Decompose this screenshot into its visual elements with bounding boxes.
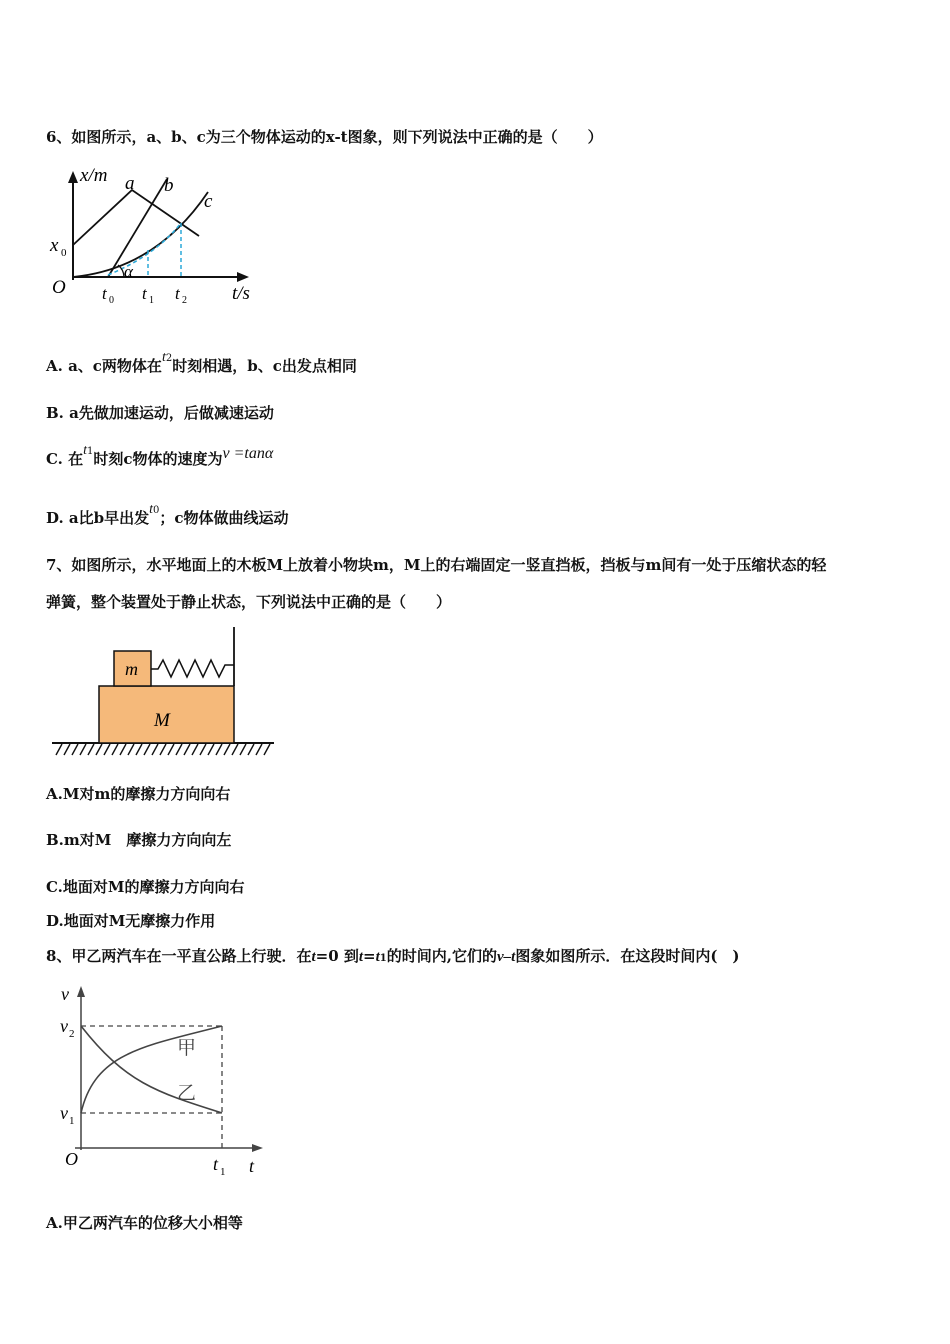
q6-x0-label: x — [50, 235, 59, 256]
q8-curve-jia-label: 甲 — [177, 1038, 197, 1059]
q6-curve-a-label: a — [125, 173, 135, 194]
q6-angle-label: α — [124, 262, 133, 281]
q6-origin-label: O — [52, 277, 66, 298]
q8-option-a[interactable]: A.甲乙两汽车的位移大小相等 — [46, 1214, 243, 1232]
q8-curve-yi-label: 乙 — [177, 1083, 197, 1104]
spring — [151, 660, 234, 677]
q7-option-a[interactable]: A.M对m的摩擦力方向向右 — [46, 785, 231, 803]
q6-curve-c-label: c — [204, 191, 213, 212]
question-6-stem: 6、如图所示，a、b、c为三个物体运动的x-t图象，则下列说法中正确的是（ ） — [46, 128, 603, 146]
q6-t1-label: t — [142, 284, 147, 303]
q6-t2-sub: 2 — [182, 295, 187, 306]
question-7-stem-line1: 7、如图所示，水平地面上的木板M上放着小物块m，M上的右端固定一竖直挡板，挡板与m间有一处于压缩状态的轻 — [46, 556, 827, 574]
q6-x0-sub: 0 — [61, 247, 67, 259]
q8-v2-sub: 2 — [69, 1028, 75, 1040]
q7-option-d[interactable]: D.地面对M无摩擦力作用 — [46, 912, 216, 930]
q7-option-b[interactable]: B.m对M 摩擦力方向向左 — [46, 831, 232, 849]
q8-v1-label: v — [60, 1103, 68, 1123]
q8-v2-label: v — [60, 1016, 68, 1036]
q6-option-a[interactable]: A. a、c两物体在t2时刻相遇，b、c出发点相同 — [46, 350, 357, 375]
q6-option-b[interactable]: B. a先做加速运动，后做减速运动 — [46, 404, 274, 422]
q6-option-d[interactable]: D. a比b早出发t0；c物体做曲线运动 — [46, 502, 289, 527]
block-m-label: m — [125, 659, 138, 679]
q6-t1-sub: 1 — [149, 295, 154, 306]
question-7-stem-line2: 弹簧，整个装置处于静止状态，下列说法中正确的是（ ） — [46, 593, 452, 611]
q6-option-c[interactable]: C. 在t1时刻c物体的速度为v =tanα — [46, 443, 274, 468]
curve-yi — [81, 1026, 222, 1113]
q6-y-axis-label: x/m — [80, 165, 108, 186]
q7-option-c[interactable]: C.地面对M的摩擦力方向向右 — [46, 878, 245, 896]
q6-curve-b-label: b — [164, 175, 174, 196]
ground-hatching — [56, 744, 270, 755]
q8-v1-sub: 1 — [69, 1115, 75, 1127]
q6-x-axis-label: t/s — [232, 283, 250, 304]
q8-y-axis-label: v — [61, 984, 69, 1004]
q6-xt-graph — [46, 165, 306, 315]
q7-spring-block-figure — [50, 625, 280, 760]
q8-t1-label: t — [213, 1154, 219, 1174]
q6-t0-sub: 0 — [109, 295, 114, 306]
q6-t0-label: t — [102, 284, 107, 303]
question-8-stem: 8、甲乙两汽车在一平直公路上行驶．在t=0 到t=t1的时间内,它们的v–t图象如图所示．在这段时间内( ) — [46, 947, 740, 965]
board-M-label: M — [154, 710, 170, 731]
q8-origin-label: O — [65, 1149, 78, 1169]
q8-t1-sub: 1 — [220, 1166, 226, 1178]
q8-vt-graph — [55, 982, 285, 1177]
q6-t2-label: t — [175, 284, 180, 303]
q8-x-axis-label: t — [249, 1156, 255, 1176]
curve-jia — [81, 1026, 222, 1113]
